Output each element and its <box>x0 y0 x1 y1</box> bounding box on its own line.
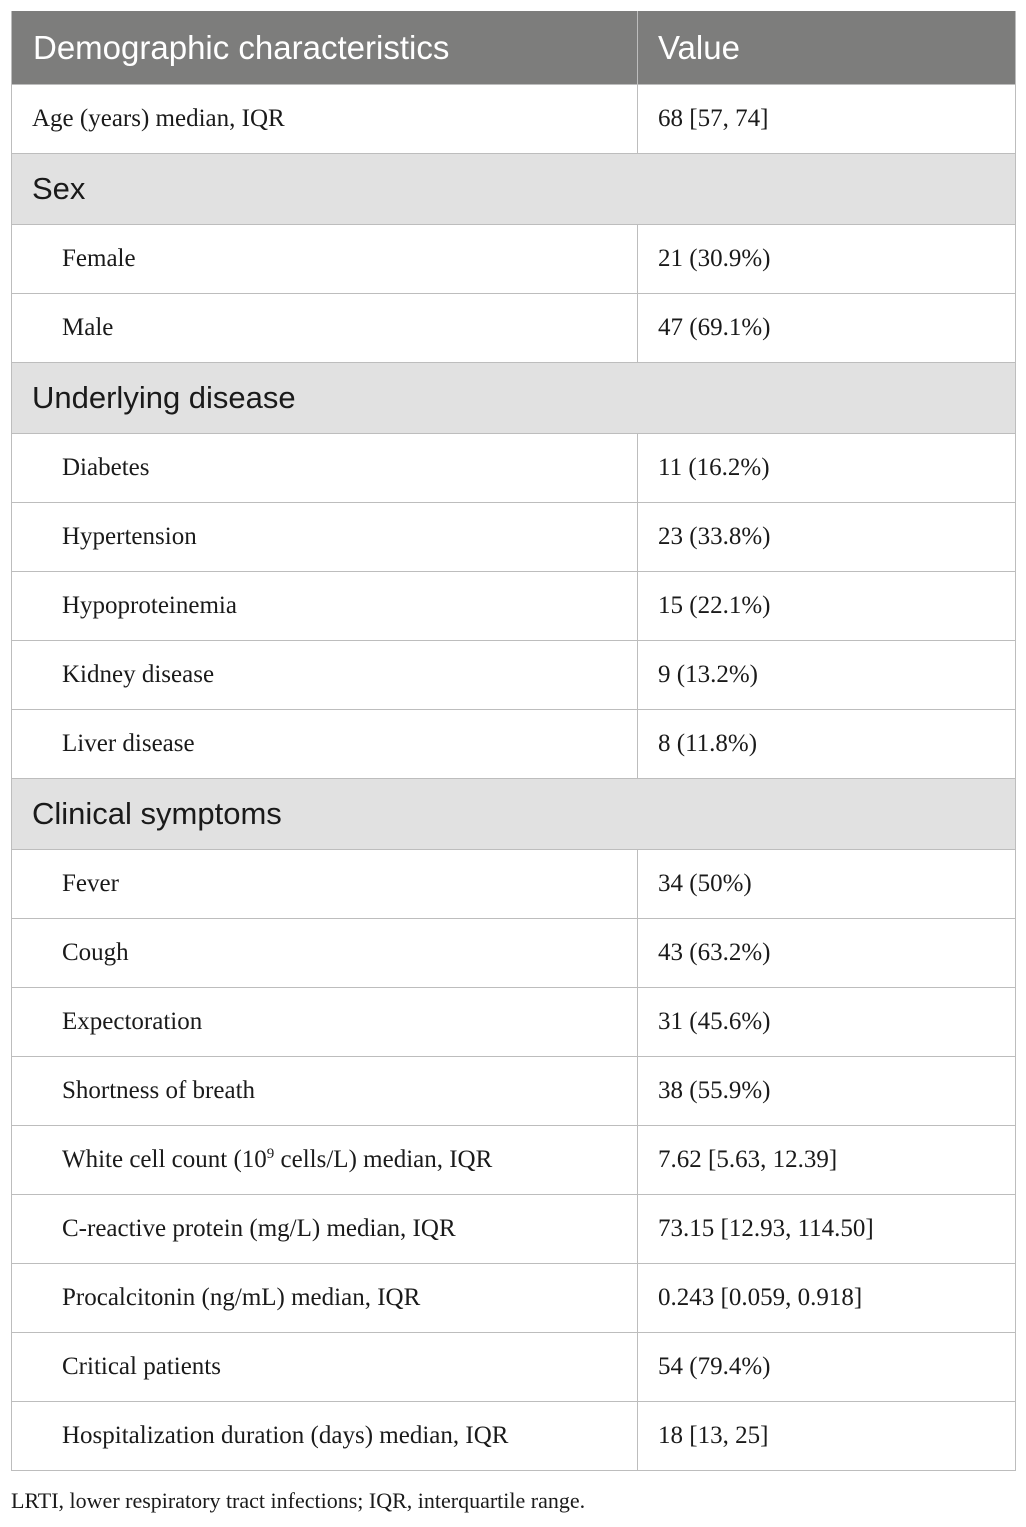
row-label: Hospitalization duration (days) median, IQR <box>12 1402 638 1471</box>
section-title-sex: Sex <box>12 154 1016 225</box>
row-label: Fever <box>12 850 638 919</box>
row-label: Male <box>12 294 638 363</box>
table-row <box>12 1333 1016 1402</box>
header-demographic-characteristics: Demographic characteristics <box>12 11 638 85</box>
table-row <box>12 225 1016 294</box>
demographics-table-container <box>11 11 1015 1471</box>
row-label: Female <box>12 225 638 294</box>
header-value: Value <box>638 11 1016 85</box>
row-value: 43 (63.2%) <box>638 919 1016 988</box>
row-value: 7.62 [5.63, 12.39] <box>638 1126 1016 1195</box>
row-value: 73.15 [12.93, 114.50] <box>638 1195 1016 1264</box>
table-row <box>12 850 1016 919</box>
section-row <box>12 363 1016 434</box>
table-footnote: LRTI, lower respiratory tract infections; IQR, interquartile range. <box>11 1488 586 1513</box>
row-label: Shortness of breath <box>12 1057 638 1126</box>
superscript-exponent: 9 <box>266 1146 275 1162</box>
row-label: Critical patients <box>12 1333 638 1402</box>
row-label: Diabetes <box>12 434 638 503</box>
section-title-underlying-disease: Underlying disease <box>12 363 1016 434</box>
table-row <box>12 1264 1016 1333</box>
row-value: 38 (55.9%) <box>638 1057 1016 1126</box>
row-label: Cough <box>12 919 638 988</box>
table-header-row <box>12 11 1016 85</box>
row-value: 0.243 [0.059, 0.918] <box>638 1264 1016 1333</box>
table-row <box>12 1195 1016 1264</box>
table-row <box>12 710 1016 779</box>
table-row <box>12 1402 1016 1471</box>
row-value: 47 (69.1%) <box>638 294 1016 363</box>
row-value: 31 (45.6%) <box>638 988 1016 1057</box>
demographics-table <box>11 11 1016 1471</box>
table-row <box>12 919 1016 988</box>
row-label: Procalcitonin (ng/mL) median, IQR <box>12 1264 638 1333</box>
label-text: cells/L) median, IQR <box>274 1146 493 1173</box>
row-label: Kidney disease <box>12 641 638 710</box>
section-title-clinical-symptoms: Clinical symptoms <box>12 779 1016 850</box>
row-value: 21 (30.9%) <box>638 225 1016 294</box>
label-text: White cell count (10 <box>62 1146 267 1173</box>
row-label: Hypoproteinemia <box>12 572 638 641</box>
row-value: 18 [13, 25] <box>638 1402 1016 1471</box>
row-value: 54 (79.4%) <box>638 1333 1016 1402</box>
row-value: 15 (22.1%) <box>638 572 1016 641</box>
table-row <box>12 1057 1016 1126</box>
row-label-white-cell-count <box>12 1126 638 1195</box>
row-value: 68 [57, 74] <box>638 85 1016 154</box>
row-value: 23 (33.8%) <box>638 503 1016 572</box>
row-value: 8 (11.8%) <box>638 710 1016 779</box>
row-label: Liver disease <box>12 710 638 779</box>
row-label: Age (years) median, IQR <box>12 85 638 154</box>
row-label: Expectoration <box>12 988 638 1057</box>
table-row <box>12 85 1016 154</box>
table-row <box>12 294 1016 363</box>
table-row <box>12 641 1016 710</box>
row-label: C-reactive protein (mg/L) median, IQR <box>12 1195 638 1264</box>
section-row <box>12 779 1016 850</box>
table-row <box>12 1126 1016 1195</box>
table-row <box>12 572 1016 641</box>
section-row <box>12 154 1016 225</box>
table-row <box>12 434 1016 503</box>
row-value: 11 (16.2%) <box>638 434 1016 503</box>
table-row <box>12 988 1016 1057</box>
table-row <box>12 503 1016 572</box>
row-label: Hypertension <box>12 503 638 572</box>
row-value: 34 (50%) <box>638 850 1016 919</box>
row-value: 9 (13.2%) <box>638 641 1016 710</box>
